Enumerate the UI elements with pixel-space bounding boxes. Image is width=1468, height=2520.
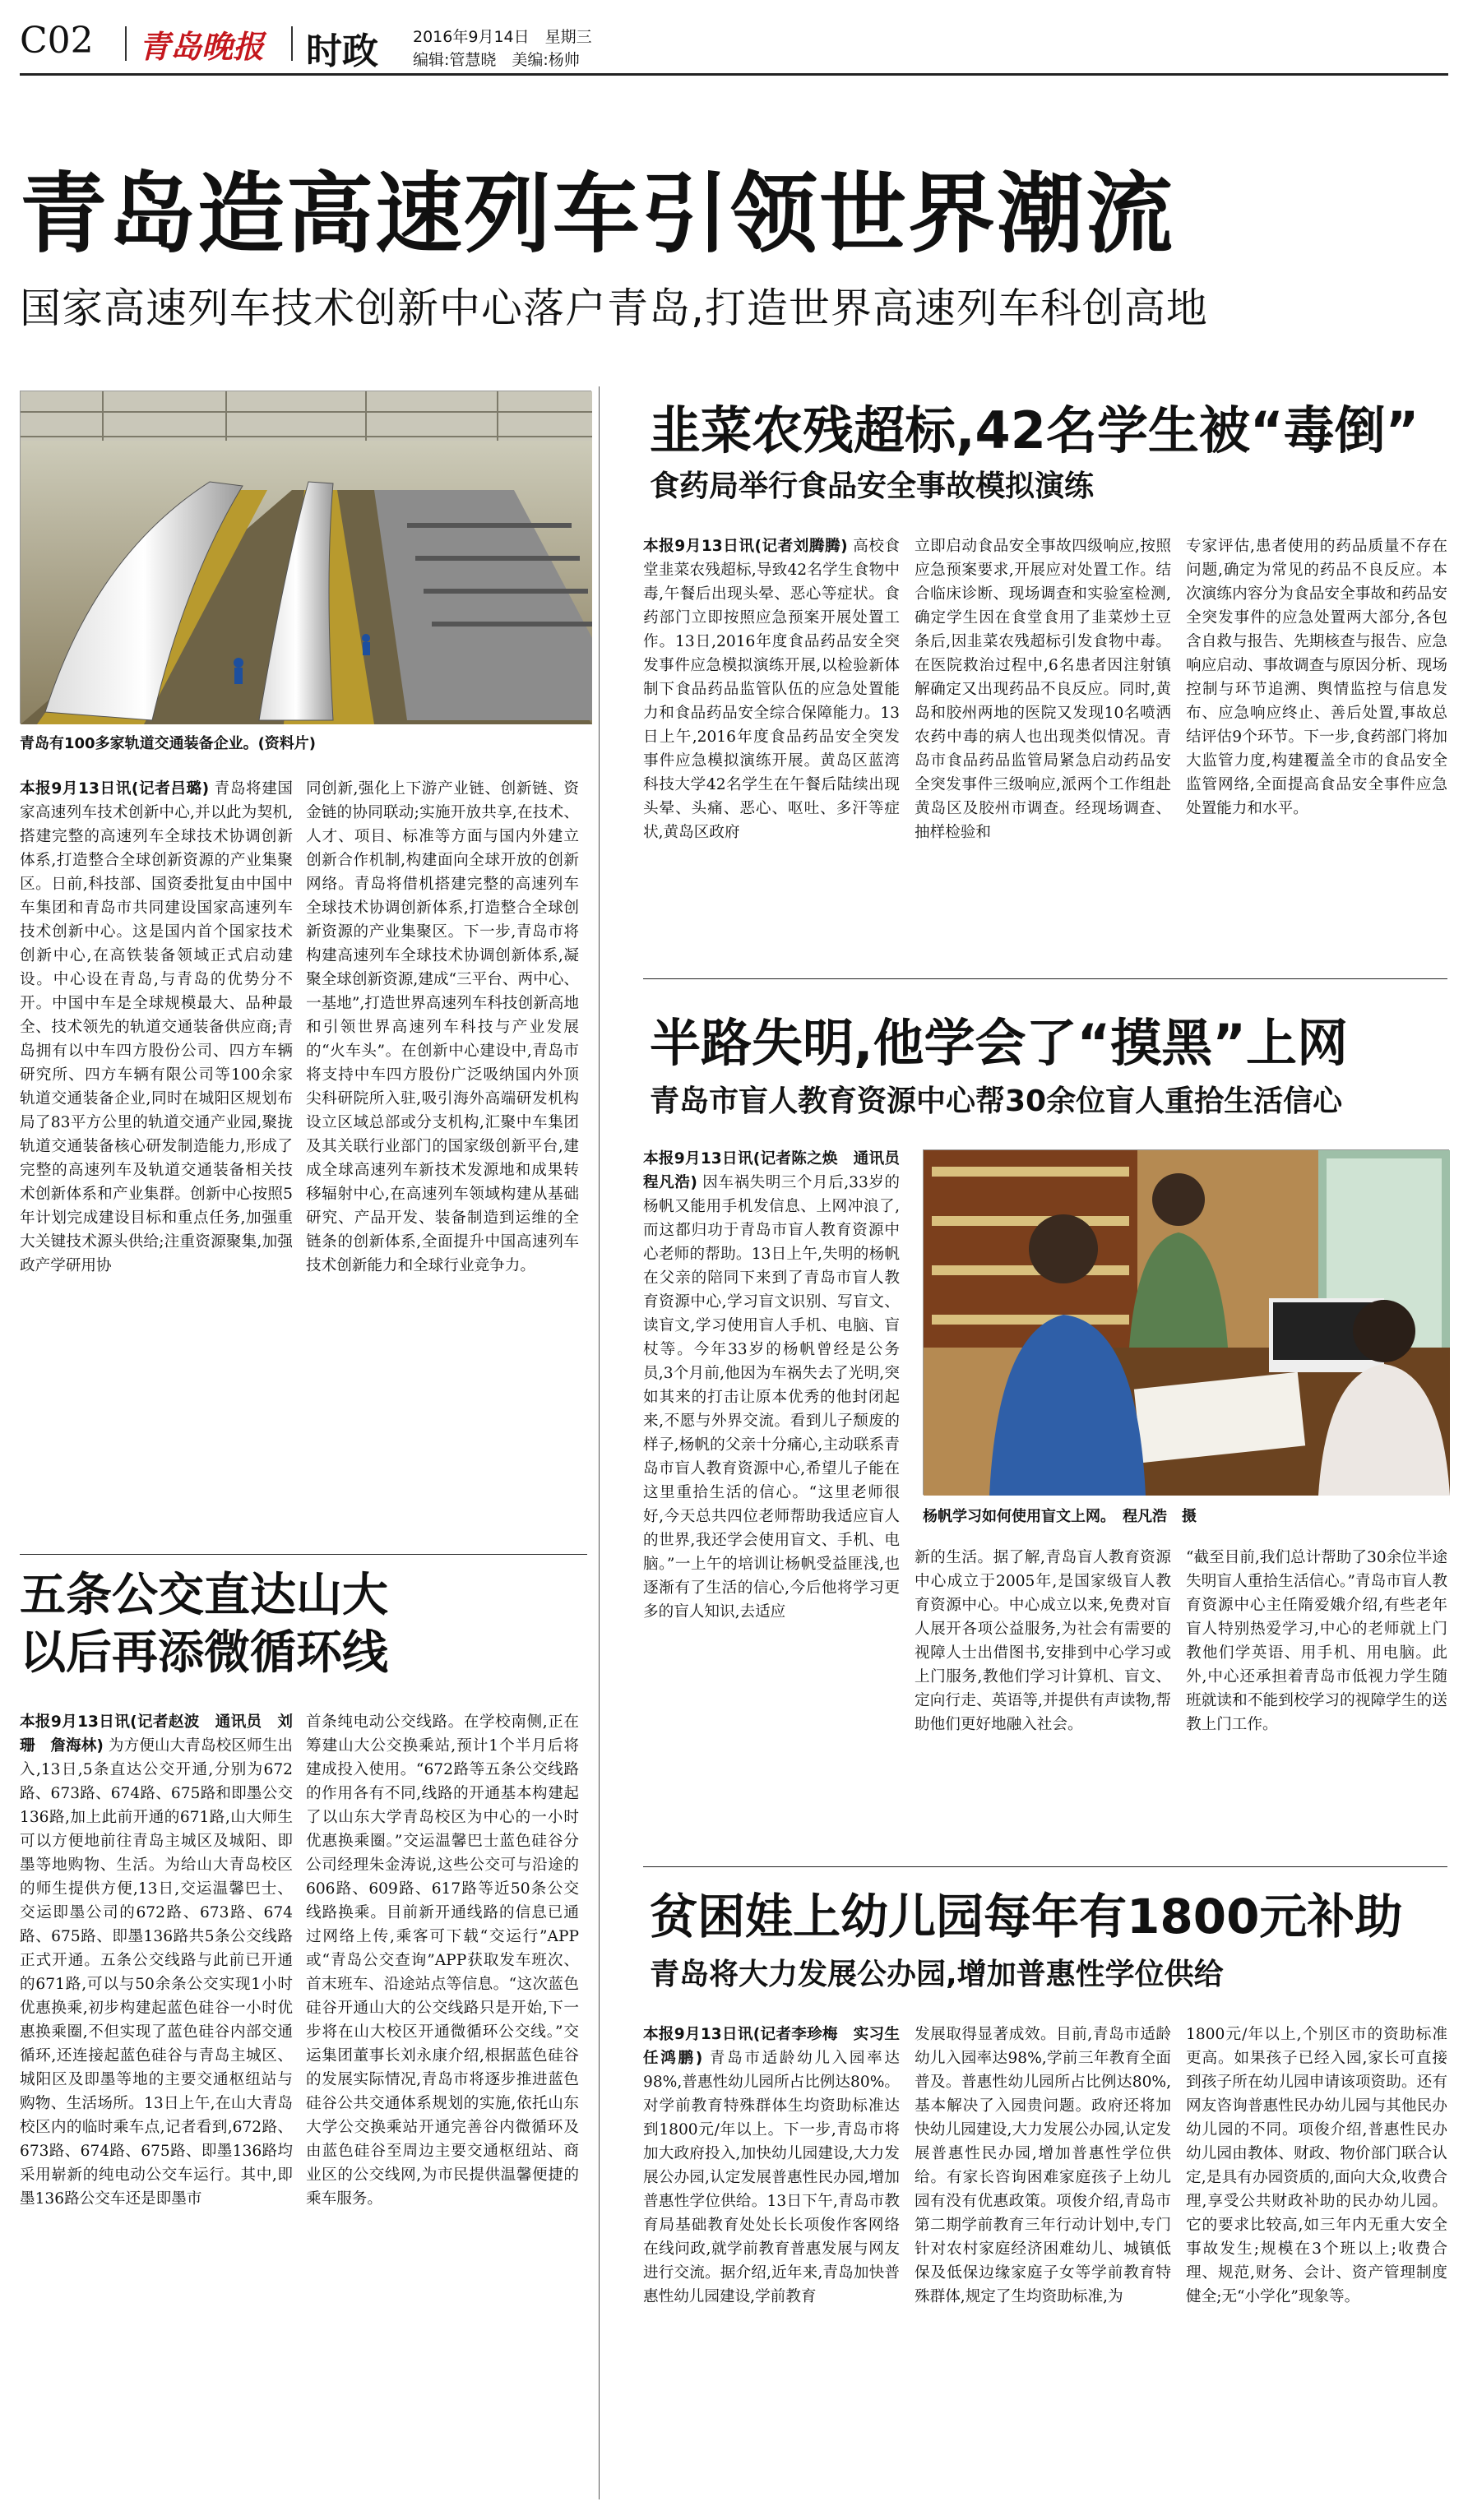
body-text: 同创新,强化上下游产业链、创新链、资金链的协同联动;实施开放共享,在技术、人才、项目、标准等方面与国内外建立创新合作机制,构建面向全球开放的创新网络。青岛将借机搭建完整的高速列车全球技术协调创新体系,打造整合全球创新资源的产业集聚区。下一步,青岛市将构建高速列车全球技术协调创新体系,凝聚全球创新资源,建成“三平台、两中心、一基地”,打造世界高速列车科技创新高地和引领世界高速列车科技与产业发展的“火车头”。在创新中心建设中,青岛市将支持中车四方股份广泛吸纳国内外顶尖科研院所入驻,吸引海外高端研发机构设立区域总部或分支机构,汇聚中车集团及其关联行业部门的国家级创新平台,建成全球高速列车新技术发源地和成果转移辐射中心,在高速列车领域构建从基础研究、产品开发、装备制造到运维的全链条的创新体系,全面提升中国高速列车技术创新能力和全球行业竞争力。 <box>306 780 579 1274</box>
article-headline: 韭菜农残超标,42名学生被“毒倒” <box>650 400 1419 460</box>
body-text: 为方便山大青岛校区师生出入,13日,5条直达公交开通,分别为672路、673路、674路、675路和即墨公交136路,加上此前开通的671路,山大师生可以方便地前往青岛主城区及城阳、即墨等地购物、生活。为给山大青岛校区的师生提供方便,13日,交运温馨巴士、交运即墨公司的672路、673路、674路、675路、即墨136路共5条公交线路正式开通。五条公交线路与此前已开通的671路,可以与50余条公交实现1小时优惠换乘,初步构建起蓝色硅谷一小时优惠换乘圈,不但实现了蓝色硅谷内部交通循环,还连接起蓝色硅谷与青岛主城区、城阳区及即墨等地的主要交通枢纽站与购物、生活场所。13日上午,在山大青岛校区内的临时乘车点,记者看到,672路、673路、674路、675路、即墨136路均采用崭新的纯电动公交车运行。其中,即墨136路公交车还是即墨市 <box>20 1737 293 2208</box>
article-headline: 半路失明,他学会了“摸黑”上网 <box>650 1013 1349 1073</box>
body-text: 立即启动食品安全事故四级响应,按照应急预案要求,开展应对处置工作。结合临床诊断、现场调查和实验室检测,确定学生因在食堂食用了韭菜炒土豆条后,因韭菜农残超标引发食物中毒。在医院救治过程中,6名患者因注射镇解确定又出现药品不良反应。同时,黄岛和胶州两地的医院又发现10名喷洒农药中毒的病人也出现类似情况。青岛市食品药品监管局紧急启动药品安全突发事件三级响应,派两个工作组赴黄岛区及胶州市调查。经现场调查、抽样检验和 <box>915 538 1171 841</box>
body-text: “截至目前,我们总计帮助了30余位半途失明盲人重拾生活信心。”青岛市盲人教育资源中心主任隋爱娥介绍,有些老年盲人特别热爱学习,中心的老师就上门教他们学英语、用手机、用电脑。此外,中心还承担着青岛市低视力学生随班就读和不能到校学习的视障学生的送教上门工作。 <box>1186 1549 1447 1733</box>
section-name: 时政 <box>306 30 378 72</box>
article-headline: 五条公交直达山大 <box>20 1569 388 1622</box>
byline: 本报9月13日讯(记者吕璐) <box>20 780 210 798</box>
body-text: 发展取得显著成效。目前,青岛市适龄幼儿入园率达98%,学前三年教育全面普及。普惠性幼儿园所占比例达80%,基本解决了入园贵问题。政府还将加快幼儿园建设,大力发展公办园,认定发展普惠性民办园,增加普惠性学位供给。有家长咨询困难家庭孩子上幼儿园有没有优惠政策。项俊介绍,青岛市第二期学前教育三年行动计划中,专门针对农村家庭经济困难幼儿、城镇低保及低保边缘家庭子女等学前教育特殊群体,规定了生均资助标准,为 <box>915 2026 1171 2305</box>
page-number: C02 <box>20 20 94 62</box>
lead-subheadline: 国家高速列车技术创新中心落户青岛,打造世界高速列车科创高地 <box>20 284 1208 332</box>
section-rule <box>20 1554 587 1555</box>
byline: 本报9月13日讯(记者赵波 通讯员 刘珊 詹海林) <box>20 1713 293 1755</box>
lead-story-column <box>20 777 293 1492</box>
body-text: 新的生活。据了解,青岛盲人教育资源中心成立于2005年,是国家级盲人教育资源中心。中心成立以来,免费对盲人展开各项公益服务,为社会有需要的视障人士出借图书,安排到中心学习或上门服务,教他们学习计算机、盲文、定向行走、英语等,并提供有声读物,帮助他们更好地融入社会。 <box>915 1549 1171 1733</box>
editor-line: 编辑:管慧晓 美编:杨帅 <box>413 51 580 69</box>
body-text: 青岛市适龄幼儿入园率达98%,普惠性幼儿园所占比例达80%。对学前教育特殊群体生均资助标准达到1800元/年以上。下一步,青岛市将加大政府投入,加快幼儿园建设,大力发展公办园,认定发展普惠性民办园,增加普惠性学位供给。13日下午,青岛市教育局基础教育处处长长项俊作客网络在线问政,就学前教育普惠发展与网友进行交流。据介绍,近年来,青岛加快普惠性幼儿园建设,学前教育 <box>643 2050 900 2305</box>
blind-learning-photo <box>923 1149 1449 1495</box>
section-rule <box>643 978 1447 979</box>
leek-story-column <box>1186 534 1447 962</box>
photo-caption: 青岛有100多家轨道交通装备企业。(资料片) <box>20 735 317 752</box>
byline: 本报9月13日讯(记者李珍梅 实习生 任鸿鹏) <box>643 2026 915 2067</box>
section-rule <box>643 1866 1447 1867</box>
body-text: 因车祸失明三个月后,33岁的杨帆又能用手机发信息、上网冲浪了,而这都归功于青岛市盲人教育资源中心老师的帮助。13日上午,失明的杨帆在父亲的陪同下来到了青岛市盲人教育资源中心,学习盲文识别、写盲文、读盲文,学习使用盲人手机、电脑、盲杖等。今年33岁的杨帆曾经是公务员,3个月前,他因为车祸失去了光明,突如其来的打击让原本优秀的他封闭起来,不愿与外界交流。看到儿子颓废的样子,杨帆的父亲十分痛心,主动联系青岛市盲人教育资源中心,希望儿子能在这里重拾生活的信心。“这里老师很好,今天总共四位老师帮助我适应盲人的世界,我还学会使用盲文、手机、电脑。”一上午的培训让杨帆受益匪浅,也逐渐有了生活的信心,今后他将学习更多的盲人知识,去适应 <box>643 1174 901 1621</box>
body-text: 专家评估,患者使用的药品质量不存在问题,确定为常见的药品不良反应。本次演练内容分为食品安全事故和药品安全突发事件的应急处置两大部分,各包含自救与报告、先期核查与报告、应急响应启动、事故调查与原因分析、现场控制与环节追溯、舆情监控与信息发布、应急响应终止、善后处置,事故总结评估9个环节。下一步,食药部门将加大监管力度,构建覆盖全市的食品安全监管网络,全面提高食品安全事件应急处置能力和水平。 <box>1186 538 1447 817</box>
body-text: 首条纯电动公交线路。在学校南侧,正在筹建山大公交换乘站,预计1个半月后将建成投入使用。“672路等五条公交线路的作用各有不同,线路的开通基本构建起了以山东大学青岛校区为中心的一小时优惠换乘圈。”交运温馨巴士蓝色硅谷分公司经理朱金涛说,这些公交可与沿途的606路、609路、617路等近50条公交线路换乘。目前新开通线路的信息已通过网络上传,乘客可下载“交运行”APP或“青岛公交查询”APP获取发车班次、首末班车、沿途站点等信息。“这次蓝色硅谷开通山大的公交线路只是开始,下一步将在山大校区开通微循环公交线。”交运集团董事长刘永康介绍,根据蓝色硅谷的发展实际情况,青岛市将逐步推进蓝色硅谷公共交通体系规划的实施,依托山东大学公交换乘站开通完善谷内微循环及由蓝色硅谷至周边主要交通枢纽站、商业区的公交线网,为市民提供温馨便捷的乘车服务。 <box>306 1713 579 2208</box>
article-headline: 贫困娃上幼儿园每年有1800元补助 <box>650 1889 1403 1944</box>
lead-story-column <box>306 777 579 1492</box>
bus-story-column <box>306 1710 579 2499</box>
article-subheadline: 食药局举行食品安全事故模拟演练 <box>650 469 1095 503</box>
lead-headline: 青岛造高速列车引领世界潮流 <box>20 164 1174 265</box>
masthead <box>20 18 1448 76</box>
article-headline: 以后再添微循环线 <box>20 1626 388 1680</box>
leek-story-column <box>915 534 1171 962</box>
article-subheadline: 青岛将大力发展公办园,增加普惠性学位供给 <box>650 1958 1224 1991</box>
byline: 本报9月13日讯(记者陈之焕 通讯员 程凡浩) <box>643 1150 915 1191</box>
blind-story-column <box>643 1147 915 2010</box>
article-subheadline: 青岛市盲人教育资源中心帮30余位盲人重拾生活信心 <box>650 1084 1343 1118</box>
column-rule <box>599 386 600 2499</box>
kinder-story-column <box>915 2023 1171 2499</box>
body-text: 青岛将建国家高速列车技术创新中心,并以此为契机,搭建完整的高速列车全球技术协调创新体系,打造整合全球创新资源的产业集聚区。日前,科技部、国资委批复由中国中车集团和青岛市共同建设国家高速列车技术创新中心。这是国内首个国家技术创新中心,在高铁装备领域正式启动建设。中心设在青岛,与青岛的优势分不开。中国中车是全球规模最大、品种最全、技术领先的轨道交通装备供应商;青岛拥有以中车四方股份公司、四方车辆研究所、四方车辆有限公司等100余家轨道交通装备企业,同时在城阳区规划布局了83平方公里的轨道交通产业园,聚拢轨道交通装备核心研发制造能力,形成了完整的高速列车及轨道交通装备相关技术创新体系和产业集群。创新中心按照5年计划完成建设目标和重点任务,加强重大关键技术源头供给;注重资源聚集,加强政产学研用协 <box>20 780 293 1274</box>
photo-caption: 杨帆学习如何使用盲文上网。 程凡浩 摄 <box>923 1508 1197 1525</box>
date-line: 2016年9月14日 星期三 <box>413 28 592 46</box>
body-text: 1800元/年以上,个别区市的资助标准更高。如果孩子已经入园,家长可直接到孩子所在幼儿园申请该项资助。还有网友咨询普惠性民办幼儿园与其他民办幼儿园的不同。项俊介绍,普惠性民办幼儿园由教体、财政、物价部门联合认定,是具有办园资质的,面向大众,收费合理,享受公共财政补助的民办幼儿园。它的要求比较高,如三年内无重大安全事故发生;规模在3个班以上;收费合理、规范,财务、会计、资产管理制度健全;无“小学化”现象等。 <box>1186 2026 1447 2305</box>
bus-story-column <box>20 1710 293 2499</box>
masthead-divider <box>125 26 127 61</box>
kinder-story-column <box>1186 2023 1447 2499</box>
body-text: 高校食堂韭菜农残超标,导致42名学生食物中毒,午餐后出现头晕、恶心等症状。食药部门立即按照应急预案开展处置工作。13日,2016年度食品药品安全突发事件应急模拟演练开展,以检验新体制下食品药品监管队伍的应急处置能力和食品药品安全综合保障能力。13日上午,2016年度食品药品安全突发事件应急模拟演练开展。黄岛区蓝湾科技大学42名学生在午餐后陆续出现头晕、头痛、恶心、呕吐、多汗等症状,黄岛区政府 <box>643 538 900 841</box>
leek-story-column <box>643 534 900 962</box>
train-factory-photo <box>20 391 591 724</box>
kinder-story-column <box>643 2023 915 2499</box>
byline: 本报9月13日讯(记者刘腾腾) <box>643 538 848 555</box>
newspaper-logo: 青岛晚报 <box>139 28 265 65</box>
masthead-divider <box>291 26 293 61</box>
